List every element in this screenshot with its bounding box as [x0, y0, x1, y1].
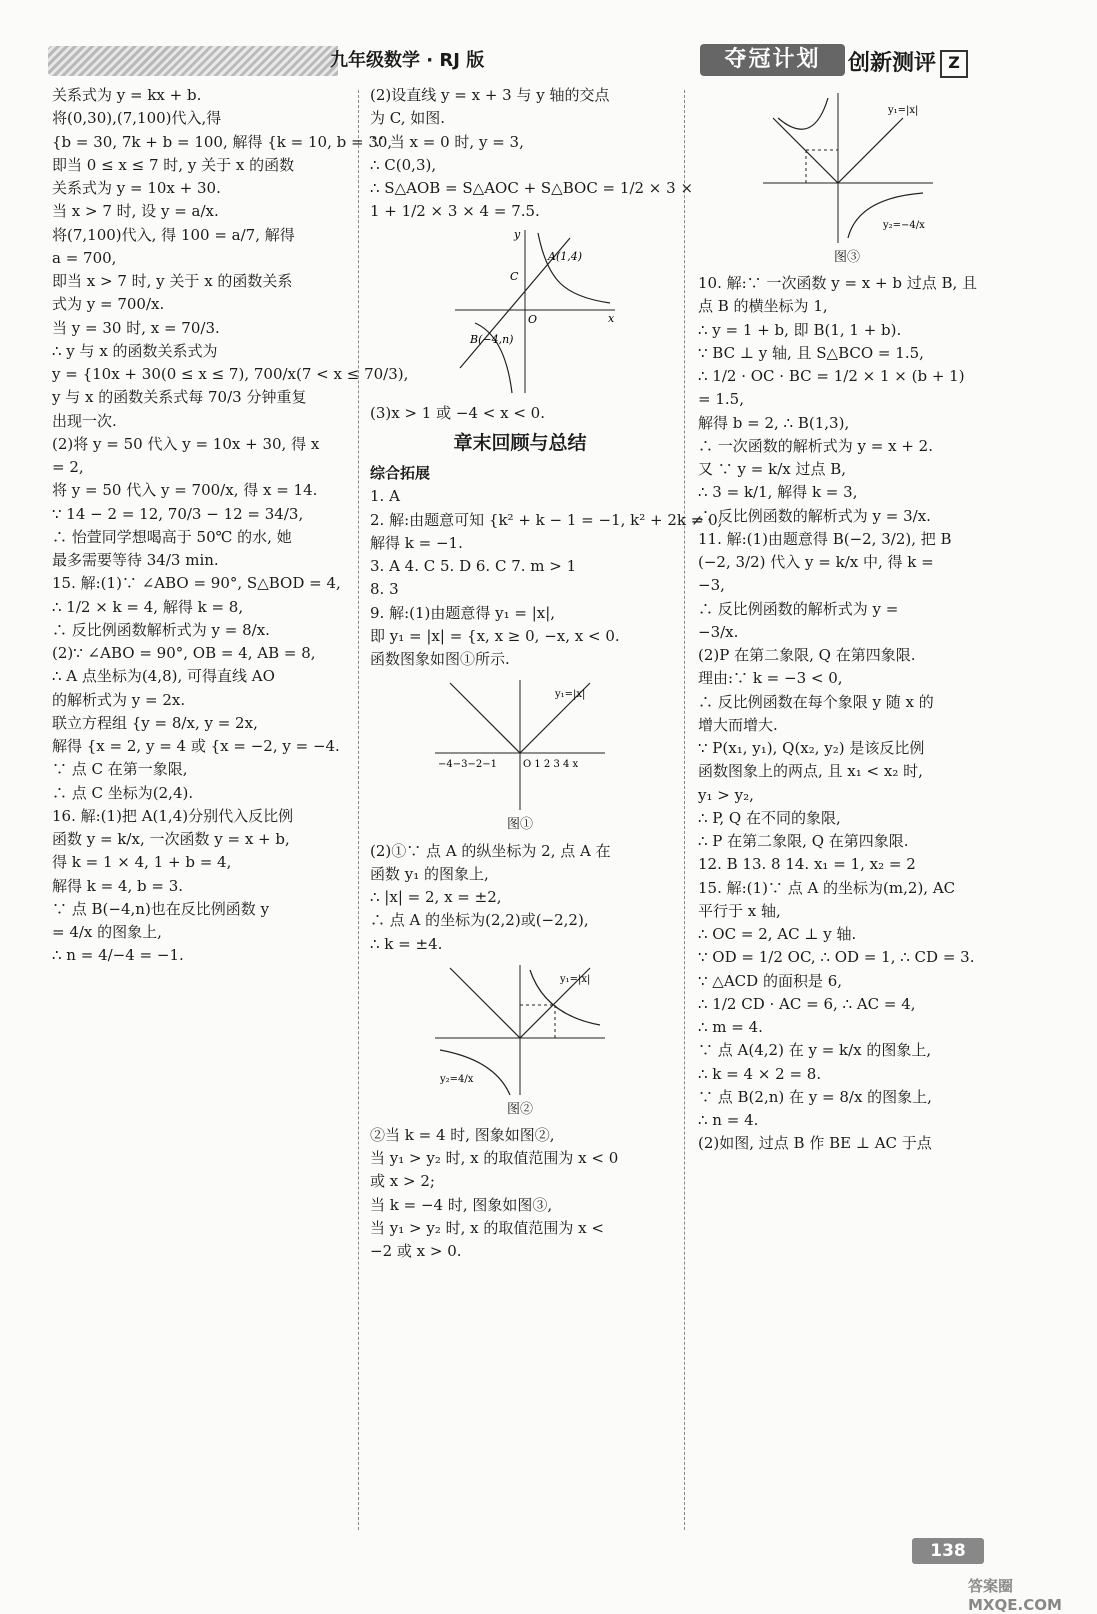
col2_e-line: 当 y₁ > y₂ 时, x 的取值范围为 x <: [370, 1218, 604, 1237]
col3-line: ∵ BC ⊥ y 轴, 且 S△BCO = 1.5,: [698, 343, 924, 362]
col1-line: 当 y = 30 时, x = 70/3.: [52, 318, 220, 337]
col1-line: ∴ 怡萱同学想喝高于 50℃ 的水, 她: [52, 527, 292, 546]
abs-graph: [430, 675, 610, 815]
col2_a-line: ∴ C(0,3),: [370, 155, 437, 174]
col2_a-line: (2)设直线 y = x + 3 与 y 轴的交点: [370, 86, 610, 104]
col3-line: y₁ > y₂,: [698, 785, 754, 804]
column-3-text: [698, 272, 996, 1156]
col1-line: = 2,: [52, 458, 84, 476]
col1-line: 当 x > 7 时, 设 y = a/x.: [52, 202, 219, 221]
col3-line: ∵ 点 B(2,n) 在 y = 8/x 的图象上,: [698, 1087, 932, 1106]
col2_c-line: 解得 k = −1.: [370, 533, 463, 552]
col3-line: ∵ 点 A(4,2) 在 y = k/x 的图象上,: [698, 1041, 932, 1060]
col3-line: ∴ P, Q 在不同的象限,: [698, 808, 841, 827]
fig3-curve-label: y₁=|x|: [888, 105, 919, 116]
col1-line: ∴ y 与 x 的函数关系式为: [52, 341, 218, 360]
fig1-x-ticks: −4−3−2−1: [438, 759, 497, 771]
column-2-part-b: [370, 402, 670, 425]
col2_e-line: 当 k = −4 时, 图象如图③,: [370, 1195, 553, 1214]
col1-line: ∵ 点 B(−4,n)也在反比例函数 y: [52, 899, 270, 918]
figure-3: [698, 88, 996, 268]
col1-line: 15. 解:(1)∵ ∠ABO = 90°, S△BOD = 4,: [52, 574, 341, 593]
fig2-curve-label: y₁=|x|: [560, 973, 591, 985]
col1-line: 关系式为 y = kx + b.: [52, 86, 202, 104]
fig3-hyper-label: y₂=−4/x: [883, 220, 925, 231]
col1-line: ∴ 点 C 坐标为(2,4).: [52, 783, 194, 802]
figure-2: [370, 960, 670, 1120]
col3-line: 15. 解:(1)∵ 点 A 的坐标为(m,2), AC: [698, 878, 956, 897]
header-subtitle: [848, 46, 968, 78]
col1-line: ∴ A 点坐标为(4,8), 可得直线 AO: [52, 667, 275, 686]
col2_e-line: 或 x > 2;: [370, 1172, 435, 1191]
col1-line: 将(7,100)代入, 得 100 = a/7, 解得: [52, 225, 295, 244]
figure-3-caption: 图③: [833, 250, 860, 265]
col3-line: = 1.5,: [698, 390, 744, 409]
col2_c-line: 函数图象如图①所示.: [370, 650, 510, 669]
col3-line: 增大而增大.: [698, 715, 778, 734]
label-x-axis: x: [608, 311, 615, 325]
label-point-a: A(1,4): [548, 249, 583, 263]
col1-line: 即当 0 ≤ x ≤ 7 时, y 关于 x 的函数: [52, 155, 295, 174]
col2_c-line: 9. 解:(1)由题意得 y₁ = |x|,: [370, 603, 556, 622]
col1-line: y 与 x 的函数关系式每 70/3 分钟重复: [52, 388, 307, 407]
label-y-axis: y: [514, 227, 521, 241]
col2_d-line: (2)①∵ 点 A 的纵坐标为 2, 点 A 在: [370, 841, 611, 860]
col1-line: {b = 30, 7k + b = 100, 解得 {k = 10, b = 30,: [52, 132, 393, 151]
col2_b-line: (3)x > 1 或 −4 < x < 0.: [370, 403, 545, 422]
fig2-graph: [430, 960, 610, 1100]
col2_c-line: 即 y₁ = |x| = {x, x ≥ 0, −x, x < 0.: [370, 626, 620, 645]
figure-1: [370, 675, 670, 835]
col3-line: 11. 解:(1)由题意得 B(−2, 3/2), 把 B: [698, 529, 952, 548]
page-header: [0, 0, 1097, 88]
col2_a-line: 1 + 1/2 × 3 × 4 = 7.5.: [370, 202, 540, 221]
figure-line-hyperbola: [370, 228, 670, 398]
col2_d-line: 函数 y₁ 的图象上,: [370, 864, 489, 883]
col2_a-line: ∴ S△AOB = S△AOC + S△BOC = 1/2 × 3 ×: [370, 179, 694, 197]
col3-line: (−2, 3/2) 代入 y = k/x 中, 得 k =: [698, 553, 934, 572]
col3-line: ∴ n = 4.: [698, 1111, 759, 1130]
col1-line: (2)将 y = 50 代入 y = 10x + 30, 得 x: [52, 434, 320, 453]
col1-line: 联立方程组 {y = 8/x, y = 2x,: [52, 713, 258, 732]
col3-line: ∵ P(x₁, y₁), Q(x₂, y₂) 是该反比例: [698, 739, 925, 758]
header-brand: 夺冠计划: [700, 44, 845, 76]
col2_d-line: ∴ |x| = 2, x = ±2,: [370, 888, 502, 907]
fig3-hyperbola-2: [848, 193, 923, 238]
col3-line: 点 B 的横坐标为 1,: [698, 297, 828, 316]
col1-line: ∴ 1/2 × k = 4, 解得 k = 8,: [52, 597, 244, 616]
figure-1-caption: 图①: [506, 817, 533, 833]
col3-line: ∴ 1/2 · OC · BC = 1/2 × 1 × (b + 1): [698, 367, 965, 386]
column-2-part-e: [370, 1124, 670, 1264]
fig3-graph: [758, 88, 938, 248]
col3-line: −3,: [698, 576, 725, 595]
col3-line: ∴ 1/2 CD · AC = 6, ∴ AC = 4,: [698, 994, 916, 1013]
col1-line: 式为 y = 700/x.: [52, 295, 165, 314]
column-2-part-d: [370, 840, 670, 956]
col2_e-line: −2 或 x > 0.: [370, 1242, 462, 1261]
col1-line: a = 700,: [52, 248, 117, 267]
col3-line: ∴ 3 = k/1, 解得 k = 3,: [698, 483, 858, 502]
col3-line: 10. 解:∵ 一次函数 y = x + b 过点 B, 且: [698, 274, 978, 293]
col3-line: 理由:∵ k = −3 < 0,: [698, 669, 843, 688]
header-stripe: [48, 46, 338, 76]
subsection-title: 综合拓展: [370, 464, 431, 483]
col1-line: 解得 {x = 2, y = 4 或 {x = −2, y = −4.: [52, 737, 340, 755]
col1-line: 将 y = 50 代入 y = 700/x, 得 x = 14.: [52, 481, 318, 500]
col1-line: 解得 k = 4, b = 3.: [52, 876, 184, 895]
hyperbola-branch-1: [538, 233, 610, 303]
fig1-curve-label: y₁=|x|: [555, 689, 586, 701]
col1-line: ∴ n = 4/−4 = −1.: [52, 946, 184, 965]
header-subtitle-text: 创新测评: [848, 51, 937, 76]
col1-line: 即当 x > 7 时, y 关于 x 的函数关系: [52, 272, 293, 290]
col2_a-line: 为 C, 如图.: [370, 109, 446, 128]
col2_c-line: 2. 解:由题意可知 {k² + k − 1 = −1, k² + 2k ≠ 0,: [370, 510, 723, 529]
col2_e-line: 当 y₁ > y₂ 时, x 的取值范围为 x < 0: [370, 1149, 619, 1168]
col3-line: ∴ 反比例函数的解析式为 y =: [698, 599, 899, 618]
col3-line: 解得 b = 2, ∴ B(1,3),: [698, 413, 850, 432]
col3-line: ∴ 反比例函数的解析式为 y = 3/x.: [698, 506, 931, 525]
col3-line: ∴ y = 1 + b, 即 B(1, 1 + b).: [698, 320, 902, 339]
col2_c-line: 3. A 4. C 5. D 6. C 7. m > 1: [370, 557, 577, 576]
col3-line: 12. B 13. 8 14. x₁ = 1, x₂ = 2: [698, 855, 916, 874]
column-divider-2: [684, 90, 685, 1530]
col1-line: ∵ 点 C 在第一象限,: [52, 760, 188, 779]
col3-line: 平行于 x 轴,: [698, 901, 781, 920]
col3-line: ∴ P 在第二象限, Q 在第四象限.: [698, 832, 909, 851]
col1-line: = 4/x 的图象上,: [52, 923, 162, 941]
col2_a-line: ∵ 当 x = 0 时, y = 3,: [370, 132, 524, 151]
fig2-hyperbola-2: [440, 1050, 510, 1095]
header-subtitle-badge: Z: [940, 50, 968, 78]
col1-line: 得 k = 1 × 4, 1 + b = 4,: [52, 853, 232, 872]
col3-line: −3/x.: [698, 622, 739, 641]
page-number: 138: [912, 1538, 984, 1564]
col2_d-line: ∴ k = ±4.: [370, 934, 443, 953]
line-hyperbola-graph: [450, 228, 620, 398]
col3-line: (2)如图, 过点 B 作 BE ⊥ AC 于点: [698, 1134, 932, 1153]
col3-line: ∵ OD = 1/2 OC, ∴ OD = 1, ∴ CD = 3.: [698, 948, 975, 967]
col1-line: 将(0,30),(7,100)代入,得: [52, 109, 222, 128]
label-point-c: C: [510, 269, 519, 283]
col1-line: 最多需要等待 34/3 min.: [52, 551, 219, 569]
fig1-x-ticks-pos: O 1 2 3 4 x: [523, 759, 579, 771]
col2_c-line: 1. A: [370, 487, 400, 506]
col3-line: 又 ∵ y = k/x 过点 B,: [698, 460, 847, 479]
column-divider-1: [358, 90, 359, 1530]
col3-line: ∴ k = 4 × 2 = 8.: [698, 1064, 822, 1083]
fig3-hyperbola-1: [778, 98, 828, 129]
col1-line: 出现一次.: [52, 411, 117, 430]
column-2-part-a: [370, 84, 694, 224]
col1-line: 关系式为 y = 10x + 30.: [52, 179, 221, 197]
col1-line: y = {10x + 30(0 ≤ x ≤ 7), 700/x(7 < x ≤ 70/3),: [52, 365, 409, 383]
col3-line: 函数图象上的两点, 且 x₁ < x₂ 时,: [698, 762, 923, 781]
watermark: 答案圈 MXQE.COM: [968, 1577, 1062, 1614]
col1-line: (2)∵ ∠ABO = 90°, OB = 4, AB = 8,: [52, 644, 316, 662]
col1-line: ∵ 14 − 2 = 12, 70/3 − 12 = 34/3,: [52, 504, 304, 523]
figure-2-caption: 图②: [506, 1101, 533, 1117]
section-title: 章末回顾与总结: [453, 431, 587, 454]
col3-line: ∴ m = 4.: [698, 1018, 763, 1037]
col3-line: (2)P 在第二象限, Q 在第四象限.: [698, 646, 916, 665]
col3-line: ∵ △ACD 的面积是 6,: [698, 971, 843, 990]
col2_d-line: ∴ 点 A 的坐标为(2,2)或(−2,2),: [370, 911, 589, 930]
col1-line: 函数 y = k/x, 一次函数 y = x + b,: [52, 830, 290, 848]
fig2-hyper-label: y₂=4/x: [440, 1073, 474, 1085]
col1-line: ∴ 反比例函数解析式为 y = 8/x.: [52, 620, 270, 639]
column-3: [698, 84, 996, 1156]
col1-line: 16. 解:(1)把 A(1,4)分别代入反比例: [52, 806, 294, 825]
col3-line: ∴ 反比例函数在每个象限 y 随 x 的: [698, 692, 934, 711]
header-title: 九年级数学 · RJ 版: [330, 50, 485, 71]
col3-line: ∴ OC = 2, AC ⊥ y 轴.: [698, 925, 857, 944]
col2_c-line: 8. 3: [370, 580, 399, 599]
label-point-b: B(−4,n): [470, 332, 514, 346]
col2_e-line: ②当 k = 4 时, 图象如图②,: [370, 1125, 555, 1144]
col3-line: ∴ 一次函数的解析式为 y = x + 2.: [698, 436, 933, 455]
col1-line: 的解析式为 y = 2x.: [52, 690, 186, 709]
label-origin: O: [528, 312, 538, 326]
